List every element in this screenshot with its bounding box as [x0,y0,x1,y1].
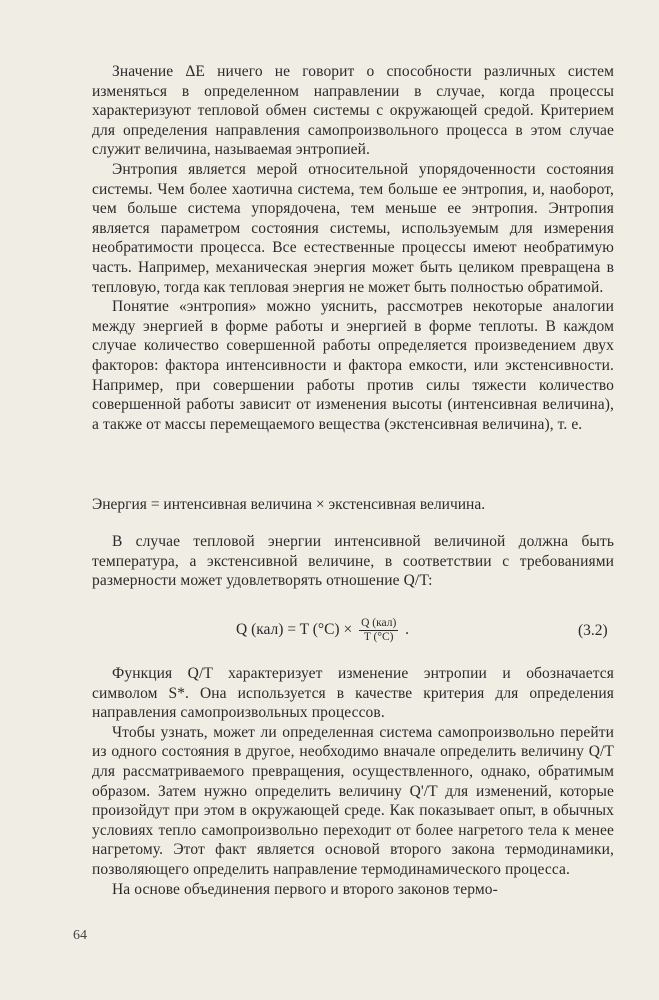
paragraph-function-qt: Функция Q/T характеризует изменение энтропии и обозначается символом S*. Она используется в качестве критерия для определения направления самопроизвольных процессов. [92,665,614,722]
paragraph-energy-delta: Значение ΔE ничего не говорит о способности различных систем изменяться в определенном направлении в случае, когда процессы характеризуют тепловой обмен системы с окружающей средой. Критерием для определения направления самопроизвольного процесса в этом случае служит величина, называемая энтропией. [92,63,614,159]
paragraph-entropy-definition: Энтропия является мерой относительной упорядоченности состояния системы. Чем более хаотична система, тем больше ее энтропия, и, наоборот, чем больше система упорядочена, тем меньше ее энтропия. Энтропия является параметром состояния системы, используемым для измерения необратимости процесса. Все естественные процессы имеют необратимую часть. Например, механическая энергия может быть целиком превращена в тепловую, тогда как тепловая энергия не может быть полностью обратимой. [92,160,614,296]
text-block-3 [92,664,614,899]
equation-lhs: Q (кал) = T (°C) × [236,621,353,639]
text-block-2 [92,532,614,591]
equation-3-2 [236,617,409,644]
paragraph-combined-laws: На основе объединения первого и второго законов термо- [112,880,498,898]
equation-number: (3.2) [578,622,608,639]
paragraph-entropy-concept: Понятие «энтропия» можно уяснить, рассмотрев некоторые аналогии между энергией в форме работы и энергией в форме теплоты. В каждом случае количество совершенной работы определяется произведением двух факторов: фактора интенсивности и фактора емкости, или экстенсивности. Например, при совершении работы против силы тяжести количество совершенной работы зависит от изменения высоты (интенсивная величина), а также от массы перемещаемого вещества (экстенсивная величина), т. е. [92,298,614,433]
paragraph-spontaneous-process: Чтобы узнать, может ли определенная система самопроизвольно перейти из одного состояния в другое, необходимо вначале определить величину Q/T для рассматриваемого превращения, осуществленного, однако, обратимым образом. Затем нужно определить величину Q'/T для изменений, которые произойдут при этом в окружающей среде. Как показывает опыт, в обычных условиях тепло самопроизвольно переходит от более нагретого тела к менее нагретому. Этот факт является основой второго закона термодинамики, позволяющего определить направление термодинамического процесса. [92,723,614,878]
paragraph-thermal-energy: В случае тепловой энергии интенсивной величиной должна быть температура, а экстенсивной величине, в соответствии с требованиями размерности может удовлетворять отношение Q/T: [92,533,614,590]
text-block-1 [92,62,614,434]
fraction-numerator: Q (кал) [361,617,397,629]
energy-formula: Энергия = интенсивная величина × экстенсивная величина. [92,496,486,513]
equation-fraction [359,617,398,644]
page-number: 64 [73,928,87,943]
fraction-denominator: T (°C) [363,631,394,643]
equation-period: . [405,621,410,639]
